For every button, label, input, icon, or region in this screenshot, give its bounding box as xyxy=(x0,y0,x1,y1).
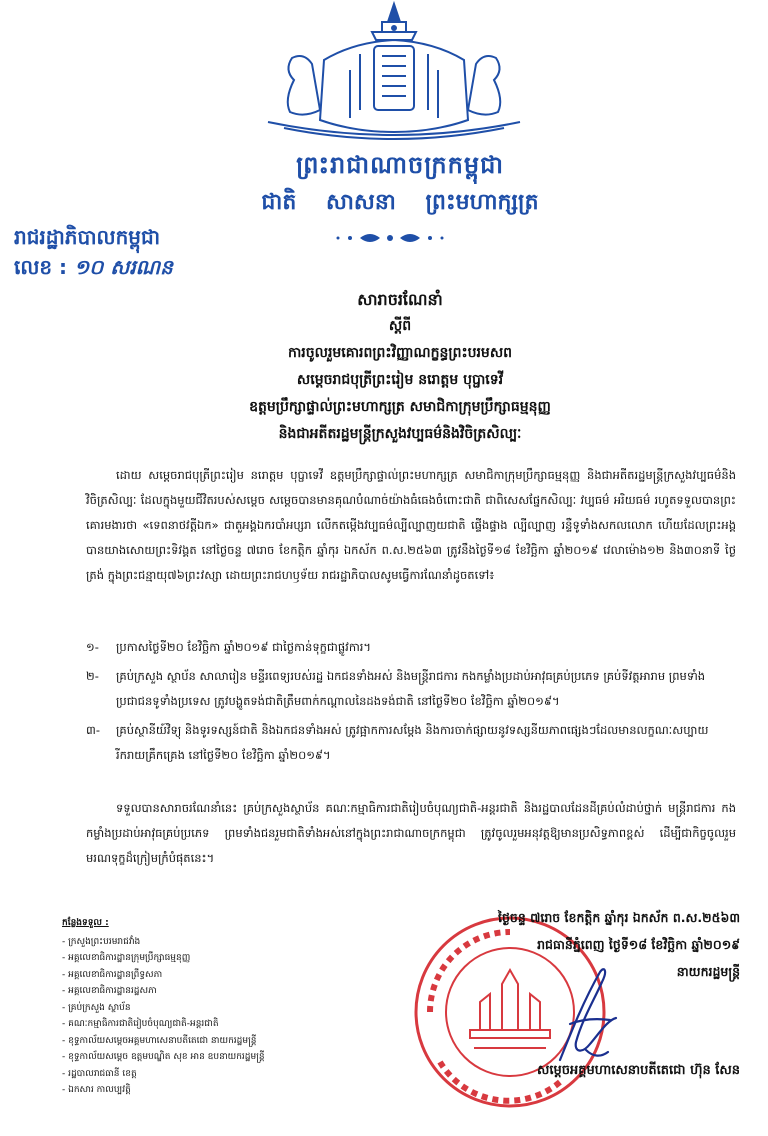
government-label: រាជរដ្ឋាភិបាលកម្ពុជា xyxy=(14,225,160,249)
date-solar: រាជធានីភ្នំពេញ ថ្ងៃទី១៨ ខែវិច្ឆិកា ឆ្នាំ២០១៩ xyxy=(537,937,740,952)
ornament-divider-icon xyxy=(330,228,450,248)
title-former-minister: និងជាអតីតរដ្ឋមន្ត្រីក្រសួងវប្បធម៌និងវិចិត្រសិល្បៈ xyxy=(278,426,522,442)
directive-list xyxy=(86,635,736,772)
document-title-block xyxy=(160,286,640,448)
body-paragraph: ដោយ សម្តេចរាជបុត្រីព្រះរៀម នរោត្តម បុប្ផាទេវី ឧត្តមប្រឹក្សាផ្ទាល់ព្រះមហាក្សត្រ សមាជិកាក្រុមប្រឹក្សាធម្មនុញ្ញ និងជាអតីតរដ្ឋមន្ត្រីក្រសួងវប្បធម៌និងវិចិត្រសិល្បៈ ដែលក្នុងមួយជីវិតរបស់សម្តេច សម្តេចបានមានគុណបំណាច់យ៉ាងធំធេងចំពោះជាតិ ជាពិសេសផ្នែកសិល្បៈ វប្បធម៌ អរិយធម៌ រហូតទទួលបានព្រះគោរមងារថា «ទេពនាថវត្តីឯក» ជាតួអង្គឯករបាំអប្សរា លើកតម្កើងវប្បធម៌ល្បីល្បាញយជាតិ ផ្ទើងផ្ទាង ល្បីល្បាញ រន្ទឺទូទាំងសកលលោក ហើយដែលព្រះអង្គបានយាងសោយព្រះទិវង្គត នៅថ្ងៃចន្ទ ៧រោច ខែកត្តិក ឆ្នាំកុរ ឯកស័ក ព.ស.២៥៦៣ ត្រូវនឹងថ្ងៃទី១៨ ខែវិច្ឆិកា ឆ្នាំ២០១៩ វេលាម៉ោង១២ និង៣០នាទី ថ្ងៃត្រង់ ក្នុងព្រះជន្មាយុ៧៦ព្រះវស្សា ដោយព្រះរាជហឫទ័យ រាជរដ្ឋាភិបាលសូមធ្វើការណែនាំដូចតទៅ៖ xyxy=(86,468,736,582)
recipient-item: - អគ្គលេខាធិការដ្ឋានក្រុមប្រឹក្សាធម្មនុញ្ញ xyxy=(62,953,191,963)
signatory-title: នាយករដ្ឋមន្ត្រី xyxy=(676,964,740,979)
closing-paragraph: ទទួលបានសារាចរណែនាំនេះ គ្រប់ក្រសួងស្ថាប័ន គណៈកម្មាធិការជាតិរៀបចំបុណ្យជាតិ-អន្តរជាតិ និងរដ្ឋបាលដែនដីគ្រប់លំដាប់ថ្នាក់ មន្ត្រីរាជការ កងកម្លាំងប្រដាប់អាវុធគ្រប់ប្រភេទ ព្រមទាំងជនរួមជាតិទាំងអស់នៅក្នុងព្រះរាជាណាចក្រកម្ពុជា ត្រូវចូលរួមអនុវត្តឱ្យមានប្រសិទ្ធភាពខ្ពស់ ដើម្បីជាកិច្ចចូលរួមមរណទុក្ខដ៏ក្រៀមក្រំបំផុតនេះ។ xyxy=(86,801,736,865)
list-item-number: ២- xyxy=(86,669,99,683)
recipient-item: - ឯកសារ កាលប្បវត្តិ xyxy=(62,1085,131,1095)
document-number-label: លេខ : xyxy=(14,255,68,279)
recipient-item: - អគ្គលេខាធិការដ្ឋានព្រឹទ្ធសភា xyxy=(62,969,163,980)
national-motto: ជាតិ សាសនា ព្រះមហាក្សត្រ xyxy=(261,190,539,215)
kingdom-heading: ព្រះរាជាណាចក្រកម្ពុជា xyxy=(296,151,504,179)
recipient-item: - ក្រសួងព្រះបរមរាជវាំង xyxy=(62,936,141,947)
body-text xyxy=(86,463,736,588)
title-circular: សារាចរណែនាំ xyxy=(357,290,443,309)
list-item-number: ១- xyxy=(86,640,99,654)
signer-name: សម្តេចអគ្គមហាសេនាបតីតេជោ ហ៊ុន សែន xyxy=(537,1063,740,1078)
list-item-number: ៣- xyxy=(86,723,100,737)
recipient-item: - អគ្គលេខាធិការដ្ឋានរដ្ឋសភា xyxy=(62,986,157,996)
recipient-item: - គ្រប់ក្រសួង ស្ថាប័ន xyxy=(62,1002,131,1013)
title-princess-role: ឧត្តមប្រឹក្សាផ្ទាល់ព្រះមហាក្សត្រ សមាជិកាក្រុមប្រឹក្សាធម្មនុញ្ញ xyxy=(249,399,551,415)
list-item-text: គ្រប់ក្រសួង ស្ថាប័ន សាលារៀន មន្ទីរពេទ្យរបស់រដ្ឋ ឯកជនទាំងអស់ និងមន្ត្រីរាជការ កងកម្លាំងប្រដាប់អាវុធគ្រប់ប្រភេទ គ្រប់ទីវត្តអារាម ព្រមទាំងប្រជាជនទូទាំងប្រទេស ត្រូវបង្ហូតទង់ជាតិត្រឹមពាក់កណ្តាលនៃដងទង់ជាតិ នៅថ្ងៃទី២០ ខែវិច្ឆិកា ឆ្នាំ២០១៩។ xyxy=(116,669,706,708)
list-item xyxy=(86,635,736,660)
title-regarding: ស្តីពី xyxy=(388,318,412,334)
recipient-item: - ខុទ្ទកាល័យសម្តេច ឧត្តមបណ្ឌិត សុខ អាន ឧបនាយករដ្ឋមន្ត្រី xyxy=(62,1052,265,1062)
recipient-item: - ខុទ្ទកាល័យសម្តេចអគ្គមហាសេនាបតីតេជោ នាយករដ្ឋមន្ត្រី xyxy=(62,1035,257,1046)
recipient-item: - រដ្ឋបាលរាជធានី ខេត្ត xyxy=(62,1068,137,1079)
recipients-list xyxy=(62,915,362,1099)
date-and-title-block xyxy=(410,904,740,985)
document-number-value: ១០ សរណន xyxy=(74,255,173,279)
list-item-text: ប្រកាសថ្ងៃទី២០ ខែវិច្ឆិកា ឆ្នាំ២០១៩ ជាថ្ងៃកាន់ទុក្ខជាផ្លូវការ។ xyxy=(116,640,372,654)
royal-emblem-icon xyxy=(254,0,534,140)
date-lunar: ថ្ងៃចន្ទ ៧រោច ខែកត្តិក ឆ្នាំកុរ ឯកស័ក ព.ស.២៥៦៣ xyxy=(497,910,740,925)
list-item xyxy=(86,718,736,768)
title-princess-name: សម្តេចរាជបុត្រីព្រះរៀម នរោត្តម បុប្ផាទេវី xyxy=(296,372,504,388)
title-subject: ការចូលរួមគោរពព្រះវិញ្ញាណក្ខន្ធព្រះបរមសព xyxy=(287,345,513,361)
document-number xyxy=(14,254,173,284)
list-item xyxy=(86,664,736,714)
list-item-text: គ្រប់ស្ថានីយ៍វិទ្យុ និងទូរទស្សន៍ជាតិ និងឯកជនទាំងអស់ ត្រូវផ្អាកការសម្តែង និងការចាក់ផ្សាយនូវទស្សនីយភាពផ្សេងៗដែលមានលក្ខណៈសប្បាយរីករាយគ្រឹកគ្រេង នៅថ្ងៃទី២០ ខែវិច្ឆិកា ឆ្នាំ២០១៩។ xyxy=(116,723,709,762)
recipients-heading: កន្លែងទទួល : xyxy=(62,918,109,928)
recipient-item: - គណៈកម្មាធិការជាតិរៀបចំបុណ្យជាតិ-អន្តរជាតិ xyxy=(62,1019,219,1029)
